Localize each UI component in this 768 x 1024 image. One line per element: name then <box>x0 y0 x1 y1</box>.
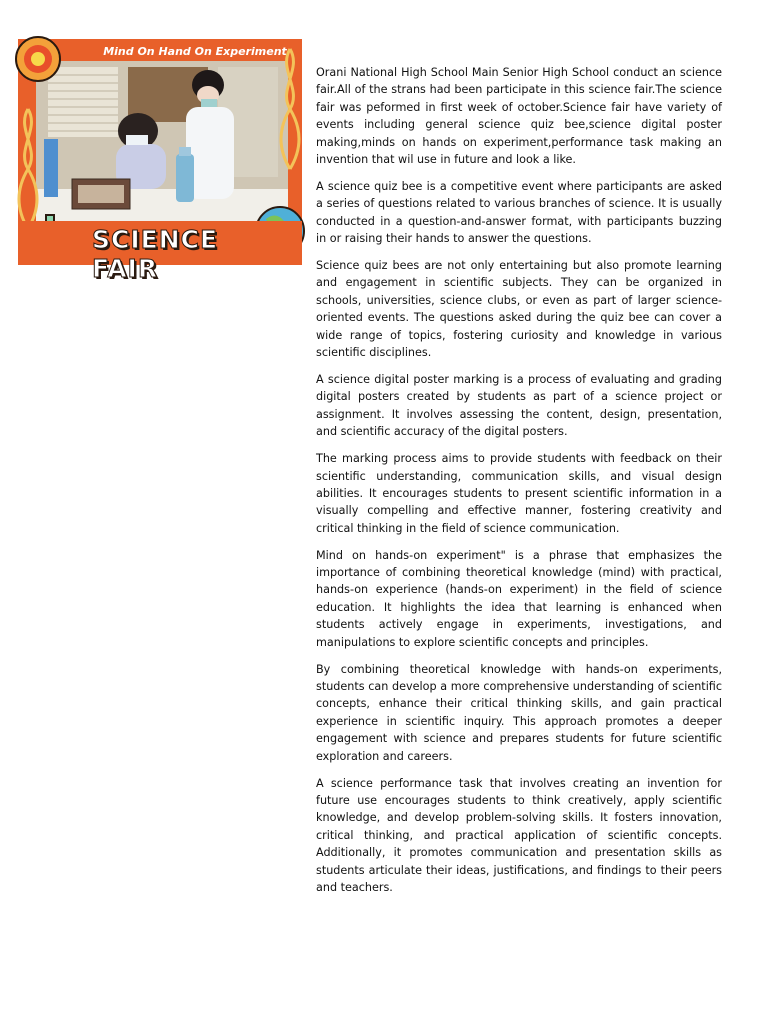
paragraph-performance-task: A science performance task that involves creating an invention for future use encourages students to think creatively, apply scientific knowledge, and develop problem-solving skills. It fosters innovation, critical thinking, and practical application of scientific concepts. Additionally, it promotes communication and presentation skills as students articulate their ideas, justifications, and findings to their peers and teachers. <box>316 776 722 894</box>
paragraph-quiz-bee-benefits: Science quiz bees are not only entertaining but also promote learning and engagement in scientific subjects. They can be organized in schools, universities, science clubs, or even as part of larger science-oriented events. The questions asked during the quiz bee can cover a wide range of topics, fostering curiosity and knowledge in various scientific disciplines. <box>316 259 722 360</box>
article-body <box>316 64 722 906</box>
paragraph-mind-on-hands-on: Mind on hands-on experiment" is a phrase that emphasizes the importance of combining theoretical knowledge (mind) with practical, hands-on experience (hands-on experiment) in the field of science education. It highlights the idea that learning is enhanced when students actively engage in experiments, investigations, and manipulations to explore scientific concepts and principles. <box>316 548 722 649</box>
paragraph-marking-process: The marking process aims to provide students with feedback on their scientific understanding, communication skills, and visual design abilities. It encourages students to present scientific information in a visually compelling and effective manner, fostering creativity and critical thinking in the field of science communication. <box>316 452 722 535</box>
science-fair-poster <box>18 39 302 283</box>
poster-banner-title: SCIENCE FAIR <box>92 225 219 283</box>
paragraph-combining-knowledge: By combining theoretical knowledge with hands-on experiments, students can develop a more comprehensive understanding of scientific concepts, enhance their critical thinking skills, and gain practical experience in scientific inquiry. This approach promotes a deeper engagement with science and prepares students for future scientific exploration and careers. <box>316 662 722 763</box>
paragraph-quiz-bee: A science quiz bee is a competitive event where participants are asked a series of questions related to various branches of science. It is usually conducted in a question-and-answer format, with participants buzzing in or raising their hands to answer the questions. <box>316 179 722 246</box>
paragraph-intro: Orani National High School Main Senior High School conduct an science fair.All of the strans had been participate in this science fair.The science fair was peformed in first week of october.Science fair have variety of events including general science quiz bee,science digital poster making,minds on hands on experiment,performance task making an invention that wil use in future and look a like. <box>316 66 722 167</box>
paragraph-poster-marking: A science digital poster marking is a process of evaluating and grading digital posters created by students as part of a science project or assignment. It involves assessing the content, design, presentation, and scientific accuracy of the digital posters. <box>316 373 722 439</box>
poster-header: Mind On Hand On Experiment <box>103 45 287 58</box>
